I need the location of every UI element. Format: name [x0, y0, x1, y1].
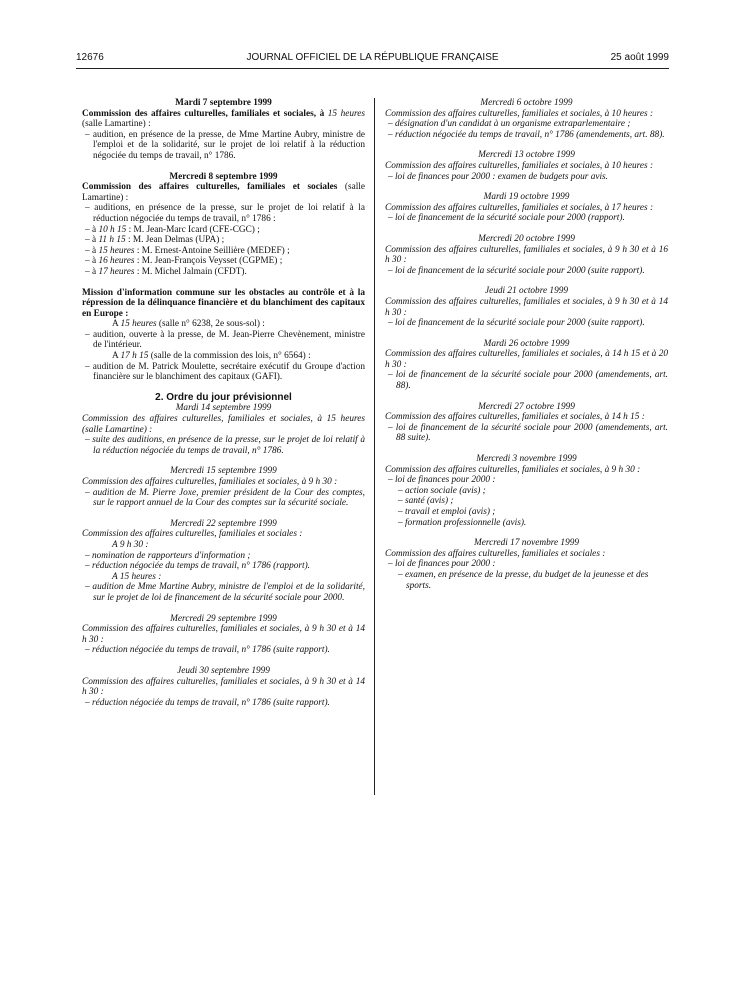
left-column: [82, 98, 365, 718]
day-heading: Mardi 26 octobre 1999: [483, 338, 570, 349]
section-title: 2. Ordre du jour prévisionnel: [155, 391, 292, 403]
day-heading: Mercredi 17 novembre 1999: [473, 538, 580, 549]
commission-line: Commission des affaires culturelles, familiales et sociales, à 10 heures :: [385, 160, 654, 171]
agenda-item: – loi de financement de la sécurité sociale pour 2000 (suite rapport).: [388, 265, 645, 276]
agenda-subitem: – à 17 heures : M. Michel Jalmain (CFDT).: [85, 266, 247, 277]
day-heading: Mardi 19 octobre 1999: [483, 192, 570, 203]
commission-line: Commission des affaires culturelles, familiales et sociales, à 9 h 30 :: [385, 464, 641, 475]
agenda-item: – nomination de rapporteurs d'information ;: [85, 550, 251, 561]
agenda-subitem: – examen, en présence de la presse, du budget de la jeunesse et des sports.: [398, 569, 649, 591]
agenda-subitem: – à 10 h 15 : M. Jean-Marc Icard (CFE-CGC) ;: [85, 224, 260, 235]
time-line: A 15 heures (salle n° 6238, 2e sous-sol) :: [112, 319, 265, 330]
commission-line: Commission des affaires culturelles, familiales et sociales, à 9 h 30 et à 14 h 30 :: [82, 624, 365, 645]
commission-line: Commission des affaires culturelles, familiales et sociales, à 17 heures :: [385, 202, 654, 213]
agenda-day: [385, 339, 668, 392]
time-line: A 15 heures :: [112, 571, 162, 582]
agenda-day: [385, 402, 668, 444]
agenda-day: [385, 454, 668, 528]
agenda-day: [385, 98, 668, 140]
commission-line: Commission des affaires culturelles, familiales et sociales, à 14 h 15 :: [385, 412, 645, 423]
right-column: [385, 98, 668, 601]
agenda-day: [82, 403, 365, 456]
agenda-item: – audition de Mme Martine Aubry, ministre de l'emploi et de la solidarité, sur le projet de loi de financement de la sécurité sociale pour 2000.: [85, 582, 365, 603]
agenda-item: – audition, ouverte à la presse, de M. Jean-Pierre Chevènement, ministre de l'intérieur.: [85, 329, 365, 351]
commission-line: Commission des affaires culturelles, familiales et sociales :: [82, 529, 303, 540]
agenda-item: – réduction négociée du temps de travail, n° 1786 (suite rapport).: [85, 697, 330, 708]
column-divider: [374, 98, 375, 795]
commission-line: Commission des affaires culturelles, familiales et sociales, à 9 h 30 et à 16 h 30 :: [385, 244, 668, 266]
agenda-item: – réduction négociée du temps de travail, n° 1786 (rapport).: [85, 561, 310, 572]
agenda-item: – désignation d'un candidat à un organisme extraparlementaire ;: [388, 119, 631, 130]
agenda-day: [385, 538, 668, 591]
page-number: 12676: [76, 52, 104, 63]
commission-line: Commission des affaires culturelles, familiales et sociales, à 9 h 30 et à 14 h 30 :: [385, 296, 668, 318]
agenda-item: – suite des auditions, en présence de la presse, sur le projet de loi relatif à la réduction négociée du temps de travail, n° 1786.: [85, 435, 365, 456]
mission-title: Mission d'information commune sur les obstacles au contrôle et à la répression de la délinquance financière et du blanchiment des capitaux en Europe :: [82, 287, 365, 319]
commission-line: Commission des affaires culturelles, familiales et sociales, à 14 h 15 et à 20 h 30 :: [385, 349, 668, 370]
agenda-day: [385, 150, 668, 182]
agenda-subitem: – santé (avis) ;: [398, 496, 454, 507]
day-heading: Mercredi 6 octobre 1999: [480, 98, 573, 108]
commission-line: Commission des affaires culturelles, familiales et sociales :: [385, 548, 606, 559]
agenda-item: – audition de M. Pierre Joxe, premier président de la Cour des comptes, sur le rapport annuel de la Cour des comptes sur la sécurité sociale.: [85, 487, 365, 509]
agenda-item: – réduction négociée du temps de travail, n° 1786 (amendements, art. 88).: [388, 129, 665, 140]
agenda-item: – audition, en présence de la presse, de Mme Martine Aubry, ministre de l'emploi et de la solidarité, sur le projet de loi relatif à la réduction négociée du temps de travail, n° 1786.: [85, 129, 365, 161]
agenda-item: – loi de financement de la sécurité sociale pour 2000 (rapport).: [388, 213, 625, 224]
agenda-subitem: – travail et emploi (avis) ;: [398, 507, 496, 517]
day-heading: Mercredi 20 octobre 1999: [478, 233, 575, 244]
agenda-subitem: – à 11 h 15 : M. Jean Delmas (UPA) ;: [85, 235, 225, 246]
commission-line: Commission des affaires culturelles, familiales et sociales, à 9 h 30 et à 14 h 30 :: [82, 676, 365, 698]
day-heading: Jeudi 30 septembre 1999: [177, 665, 270, 676]
agenda-item: – réduction négociée du temps de travail, n° 1786 (suite rapport).: [85, 645, 330, 656]
agenda-day: [82, 666, 365, 708]
agenda-item: – loi de finances pour 2000 : examen de budgets pour avis.: [388, 171, 608, 182]
commission-line: Commission des affaires culturelles, familiales et sociales, à 15 heures (salle Lamartine) :: [82, 108, 366, 130]
day-heading: Mercredi 8 septembre 1999: [169, 171, 278, 182]
agenda-day: [385, 286, 668, 328]
commission-line: Commission des affaires culturelles, familiales et sociales, à 15 heures (salle Lamartine) :: [82, 414, 365, 435]
day-heading: Mercredi 29 septembre 1999: [170, 613, 277, 624]
time-line: A 9 h 30 :: [112, 539, 149, 550]
agenda-day: [82, 466, 365, 508]
day-heading: Mercredi 22 septembre 1999: [170, 518, 277, 529]
issue-date: 25 août 1999: [610, 52, 669, 63]
agenda-subitem: – à 16 heures : M. Jean-François Veysset (CGPME) ;: [85, 256, 283, 267]
agenda-day: [82, 172, 365, 278]
agenda-item: – loi de finances pour 2000 :: [388, 475, 496, 486]
day-heading: Mercredi 13 octobre 1999: [478, 150, 575, 161]
page-header: [76, 52, 669, 66]
agenda-subitem: – formation professionnelle (avis).: [398, 517, 527, 528]
header-rule: [76, 68, 669, 69]
agenda-day: [385, 192, 668, 224]
agenda-item: – auditions, en présence de la presse, sur le projet de loi relatif à la réduction négociée du temps de travail, n° 1786 :: [85, 203, 365, 224]
day-heading: Mardi 14 septembre 1999: [175, 403, 272, 414]
journal-title: JOURNAL OFFICIEL DE LA RÉPUBLIQUE FRANÇAISE: [246, 52, 499, 63]
agenda-item: – audition de M. Patrick Moulette, secrétaire exécutif du Groupe d'action financière sur le blanchiment des capitaux (GAFI).: [85, 361, 365, 383]
mission-block: [82, 288, 365, 383]
agenda-item: – loi de financement de la sécurité sociale pour 2000 (suite rapport).: [388, 318, 645, 329]
day-heading: Mercredi 15 septembre 1999: [170, 466, 277, 477]
time-line: A 17 h 15 (salle de la commission des lois, n° 6564) :: [112, 351, 311, 362]
agenda-item: – loi de financement de la sécurité sociale pour 2000 (amendements, art. 88 suite).: [388, 422, 668, 444]
agenda-item: – loi de financement de la sécurité sociale pour 2000 (amendements, art. 88).: [388, 370, 668, 392]
agenda-day: [82, 519, 365, 604]
agenda-subitem: – action sociale (avis) ;: [398, 485, 486, 496]
agenda-subitem: – à 15 heures : M. Ernest-Antoine Seillière (MEDEF) ;: [85, 245, 290, 256]
day-heading: Mercredi 3 novembre 1999: [476, 454, 577, 465]
agenda-item: – loi de finances pour 2000 :: [388, 559, 496, 570]
commission-line: Commission des affaires culturelles, familiales et sociales, à 10 heures :: [385, 108, 654, 119]
agenda-day: [385, 234, 668, 276]
commission-line: Commission des affaires culturelles, familiales et sociales (salle Lamartine) :: [82, 182, 365, 203]
commission-line: Commission des affaires culturelles, familiales et sociales, à 9 h 30 :: [82, 477, 338, 487]
day-heading: Jeudi 21 octobre 1999: [484, 286, 569, 297]
agenda-day: [82, 614, 365, 656]
agenda-day: [82, 98, 365, 162]
day-heading: Mardi 7 septembre 1999: [175, 98, 272, 108]
day-heading: Mercredi 27 octobre 1999: [478, 401, 575, 412]
